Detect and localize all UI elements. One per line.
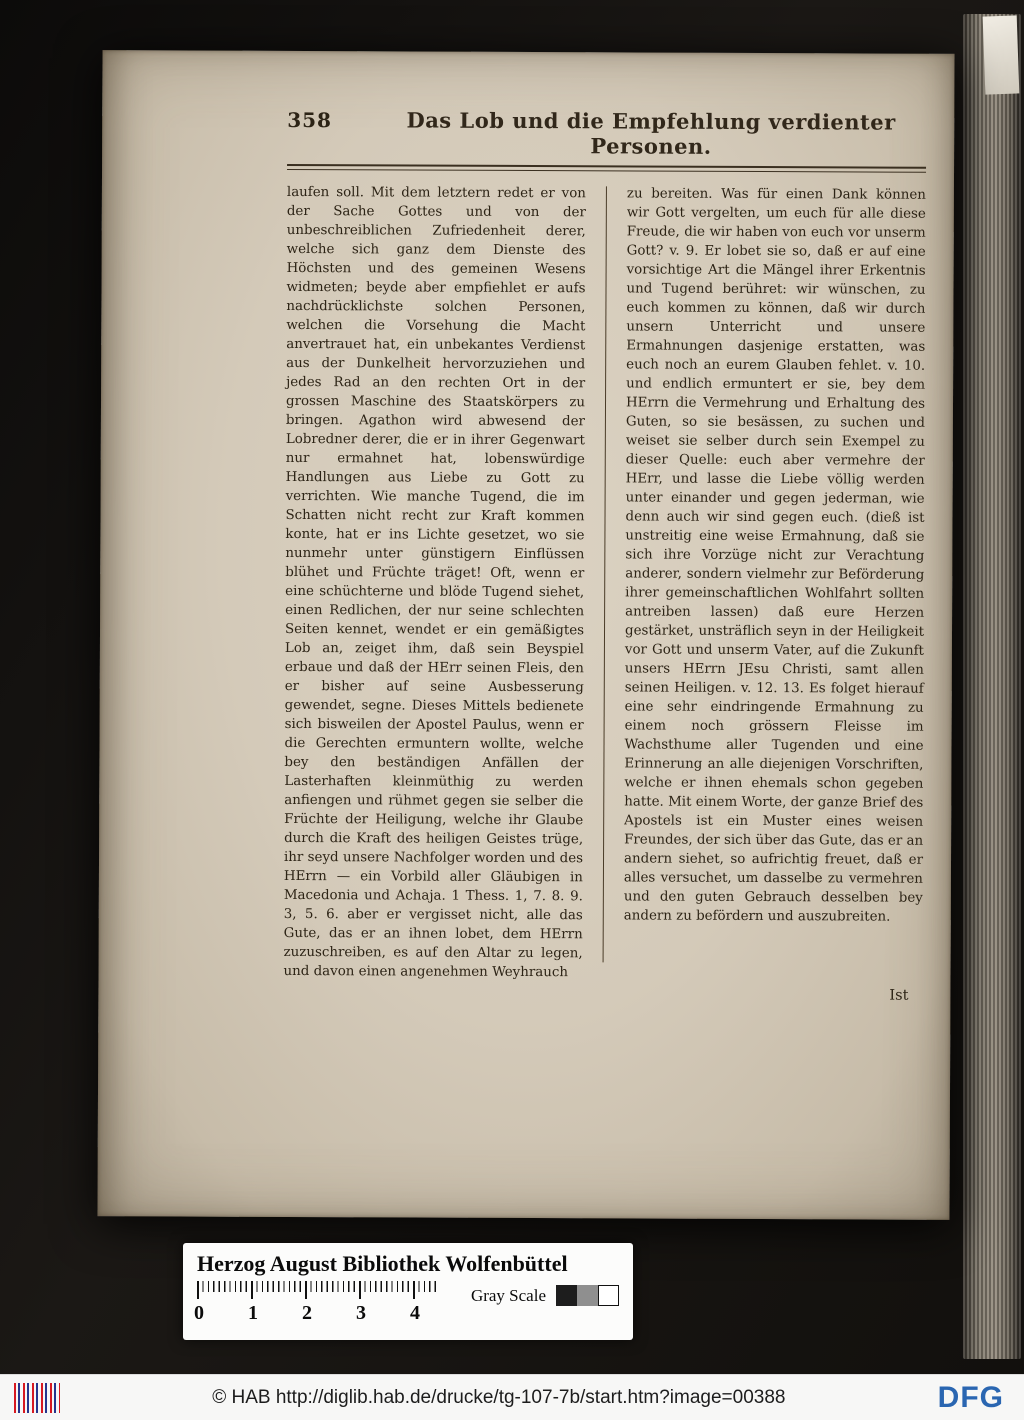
ruler-number-2: 2 <box>302 1302 312 1324</box>
text-columns <box>283 183 925 984</box>
footer-bar <box>0 1374 1024 1420</box>
cm-ruler <box>194 1281 445 1331</box>
hab-barcode-icon <box>14 1383 60 1413</box>
catchword: Ist <box>889 987 909 1004</box>
library-label-plate <box>183 1243 633 1340</box>
scanned-page <box>97 50 954 1220</box>
copyright-url: © HAB http://diglib.hab.de/drucke/tg-107-7b/start.htm?image=00388 <box>212 1386 786 1408</box>
page-header <box>287 107 926 160</box>
dfg-logo: DFG <box>937 1380 1004 1414</box>
book-fore-edge <box>963 14 1021 1359</box>
library-name: Herzog August Bibliothek Wolfenbüttel <box>197 1251 568 1276</box>
gray-scale <box>471 1285 619 1306</box>
ruler-number-0: 0 <box>194 1302 204 1324</box>
column-divider <box>603 186 607 962</box>
ruler-number-4: 4 <box>410 1302 420 1324</box>
page-content <box>283 107 927 1180</box>
gray-swatch-light <box>598 1285 619 1306</box>
ruler-number-3: 3 <box>356 1302 366 1324</box>
gray-swatch-dark <box>556 1285 577 1306</box>
header-rule <box>287 164 926 173</box>
label-scale-row <box>183 1277 633 1333</box>
text-column-right: zu bereiten. Was für einen Dank können wir Gott vergelten, um euch für alle diese Freude, die wir haben von euch vor unserm Gott? v. 9. Er lobet sie so, daß er auf eine vorsichtige Art die Mängel ihrer Erkentnis und Tugend berühret: wir wünschen, zu euch kommen zu können, daß wir durch unsern Unterricht und unsere Ermahnungen dasjenige erstatten, was euch noch an eurem Glauben fehlet. v. 10. und endlich ermuntert er sie, bey dem HErrn die Vermehrung und Erhaltung des Guten, so sie besässen, zu suchen und weiset sie selber durch sein Exempel zu dieser Quelle: euch aber vermehre der HErr, und lasse die Liebe völlig werden unter einander und gegen jederman, wie denn auch wir sind gegen euch. (dieß ist unstreitig eine weise Ermahnung, daß sie sich ihre Vorzüge nicht zur Verachtung anderer, sondern vielmehr zur Beförderung ihrer gemeinschaftlichen Wohlfahrt sollten antreiben lassen) daß eure Herzen gestärket, unsträflich seyn in der Heiligkeit vor Gott und unserm Vater, auf die Zukunft unsers HErrn JEsu Christi, samt allen seinen Heiligen. v. 12. 13. Es folget hierauf eine sehr eindringende Ermahnung zu einem noch grössern Fleisse im Wachsthume aller Tugenden und eine Erinnerung an alle diejenigen Vorschriften, welche er ihnen ehemals schon gegeben hatte. Mit einem Worte, der ganze Brief des Apostels ist ein Muster eines weisen Freundes, der sich über das Gute, das er an andern siehet, so aufrichtig freuet, daß er alles versuchet, um dasselbe zu vermehren und den guten Gebrauch desselben bey andern zu befördern und auszubreiten. <box>623 186 926 925</box>
ruler-number-1: 1 <box>248 1302 258 1324</box>
ruler-numbers <box>194 1281 437 1331</box>
text-column-left: laufen soll. Mit dem letztern redet er von der Sache Gottes und von der unbeschreiblichen Zufriedenheit derer, welche sich ganz dem Dienste des Höchsten und des gemeinen Wesens widmeten; beyde aber empfiehlet er aufs nachdrücklichste solchen Personen, welchen die Vorsehung die Macht anvertrauet hat, ein unbekantes Verdienst aus der Dunkelheit hervorzuziehen und jedes Rad an den rechten Ort in der grossen Maschine des Staatskörpers zu bringen. Agathon wird abwesend der Lobredner derer, die er in ihrer Gegenwart nur ermahnet hat, lobenswürdige Handlungen aus Liebe zu Gott zu verrichten. Wie manche Tugend, die im Schatten nicht recht zur Kraft kommen konte, hat er ins Lichte gesetzet, wo sie nunmehr unter günstigern Einflüssen blühet und Früchte träget! Oft, wenn er eine schüchterne und blöde Tugend siehet, einen Redlichen, der nur seine schlechten Seiten kennet, wendet er ein gemäßigtes Lob an, zeiget ihm, daß sein Beyspiel erbaue und daß der HErr seinen Fleis, den er bisher auf seine Ausbesserung gewendet, segne. Dieses Mittels bedienete sich bisweilen der Apostel Paulus, wenn er die Gerechten ermuntern wollte, welche bey den beständigen Anfällen der Lasterhaften kleinmüthig zu werden anfiengen und rühmet gegen sie selber die Früchte der Heiligung, welche ihr Glaube durch die Kraft des heiligen Geistes trüge, ihr seyd unsere Nachfolger worden und des HErrn — ein Vorbild aller Gläubigen in Macedonia und Achaja. 1 Thess. 1, 7. 8. 9. 3, 5. 6. aber er vergisset nicht, alle das Gute, das er an ihnen lobet, dem HErrn zuzuschreiben, es auf den Altar zu legen, und davon einen angenehmen Weyhrauch <box>283 184 586 981</box>
running-title: Das Lob und die Empfehlung verdienter Personen. <box>406 107 896 159</box>
page-number: 358 <box>287 107 333 133</box>
book-page-corner <box>983 15 1020 94</box>
gray-scale-label: Gray Scale <box>470 1285 546 1305</box>
gray-swatch-mid <box>577 1285 598 1306</box>
